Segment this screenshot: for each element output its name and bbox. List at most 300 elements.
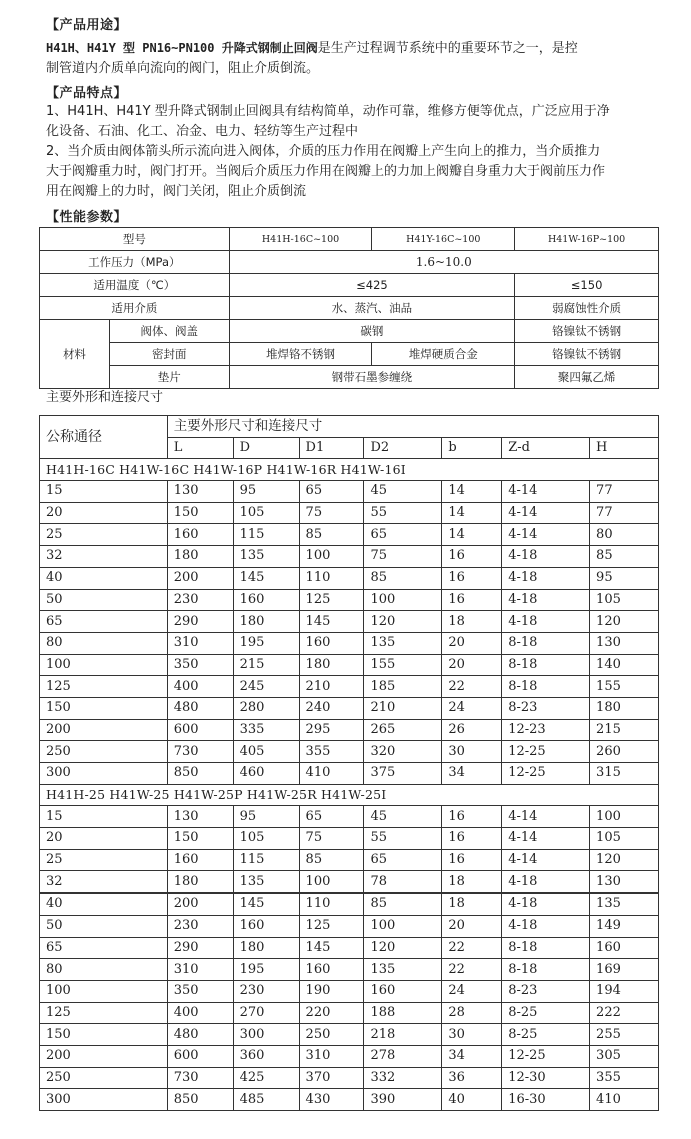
value-cell: 65: [299, 481, 364, 503]
value-cell: 30: [442, 1024, 502, 1046]
value-cell: 110: [299, 567, 364, 589]
value-cell: 218: [364, 1024, 442, 1046]
col-header-d: D: [233, 437, 299, 459]
value-cell: 220: [299, 1002, 364, 1024]
table-row: [40, 1067, 659, 1089]
value-cell: 400: [167, 676, 233, 698]
value-cell: 210: [299, 676, 364, 698]
value-cell: 125: [299, 915, 364, 937]
value-cell: 18: [442, 611, 502, 633]
dn-cell: 50: [40, 589, 168, 611]
dn-cell: 25: [40, 849, 168, 871]
value-cell: 45: [364, 806, 442, 828]
value-cell: 4-18: [502, 871, 590, 893]
table-row: [40, 611, 659, 633]
value-cell: 16: [442, 849, 502, 871]
value-cell: 169: [590, 959, 659, 981]
value-cell: 4-18: [502, 893, 590, 915]
value-cell: 100: [299, 871, 364, 893]
dn-cell: 65: [40, 937, 168, 959]
table-row: [40, 502, 659, 524]
use-line2: 制管道内介质单向流向的阀门，阻止介质倒流。: [46, 61, 320, 76]
value-cell: 485: [233, 1089, 299, 1111]
value-cell: 120: [590, 849, 659, 871]
value-cell: 110: [299, 893, 364, 915]
value-cell: 135: [364, 959, 442, 981]
gasket-value-b: 聚四氟乙烯: [515, 366, 659, 389]
value-cell: 180: [233, 937, 299, 959]
value-cell: 130: [590, 871, 659, 893]
value-cell: 150: [167, 828, 233, 850]
value-cell: 135: [364, 632, 442, 654]
feature-line: 化设备、石油、化工、冶金、电力、轻纺等生产过程中: [46, 124, 359, 139]
value-cell: 36: [442, 1067, 502, 1089]
value-cell: 295: [299, 719, 364, 741]
value-cell: 730: [167, 1067, 233, 1089]
value-cell: 100: [364, 915, 442, 937]
table-row: [40, 1089, 659, 1111]
table-row: [40, 763, 659, 785]
table-row: [40, 828, 659, 850]
value-cell: 230: [233, 980, 299, 1002]
value-cell: 150: [167, 502, 233, 524]
value-cell: 4-14: [502, 502, 590, 524]
value-cell: 14: [442, 524, 502, 546]
value-cell: 24: [442, 697, 502, 719]
gasket-value-a: 钢带石墨参缠绕: [229, 366, 515, 389]
table-row: [40, 719, 659, 741]
value-cell: 130: [167, 806, 233, 828]
dn-cell: 20: [40, 502, 168, 524]
value-cell: 222: [590, 1002, 659, 1024]
model-label: 型号: [40, 228, 230, 251]
table-row: [40, 741, 659, 763]
table-row: [40, 871, 659, 893]
temp-value-b: ≤150: [515, 274, 659, 297]
value-cell: 600: [167, 1045, 233, 1067]
value-cell: 115: [233, 849, 299, 871]
dn-cell: 40: [40, 567, 168, 589]
model-section-row: [40, 459, 659, 481]
seal-label: 密封面: [109, 343, 229, 366]
table-row: [40, 567, 659, 589]
col-header-h: H: [590, 437, 659, 459]
value-cell: 100: [364, 589, 442, 611]
value-cell: 55: [364, 828, 442, 850]
value-cell: 65: [299, 806, 364, 828]
value-cell: 105: [233, 502, 299, 524]
value-cell: 145: [299, 937, 364, 959]
value-cell: 160: [590, 937, 659, 959]
dimensions-table: [39, 415, 659, 1111]
dims-caption: 主要外形和连接尺寸: [46, 390, 164, 405]
col-header-b: b: [442, 437, 502, 459]
value-cell: 310: [167, 959, 233, 981]
value-cell: 460: [233, 763, 299, 785]
value-cell: 425: [233, 1067, 299, 1089]
feature-heading: 【产品特点】: [46, 86, 128, 101]
dn-cell: 100: [40, 654, 168, 676]
value-cell: 190: [299, 980, 364, 1002]
value-cell: 210: [364, 697, 442, 719]
value-cell: 430: [299, 1089, 364, 1111]
value-cell: 250: [299, 1024, 364, 1046]
value-cell: 28: [442, 1002, 502, 1024]
value-cell: 34: [442, 1045, 502, 1067]
value-cell: 14: [442, 481, 502, 503]
dn-header: 公称通径: [40, 416, 168, 459]
value-cell: 20: [442, 915, 502, 937]
value-cell: 315: [590, 763, 659, 785]
feature-line: 大于阀瓣重力时，阀门打开。当阀后介质压力作用在阀瓣上的力加上阀瓣自身重力大于阀前压力作: [46, 164, 606, 179]
value-cell: 300: [233, 1024, 299, 1046]
value-cell: 410: [299, 763, 364, 785]
value-cell: 255: [590, 1024, 659, 1046]
value-cell: 4-14: [502, 806, 590, 828]
value-cell: 230: [167, 915, 233, 937]
value-cell: 4-14: [502, 524, 590, 546]
dn-cell: 50: [40, 915, 168, 937]
value-cell: 16: [442, 806, 502, 828]
value-cell: 270: [233, 1002, 299, 1024]
value-cell: 160: [233, 589, 299, 611]
value-cell: 135: [233, 546, 299, 568]
value-cell: 120: [590, 611, 659, 633]
value-cell: 85: [364, 567, 442, 589]
value-cell: 355: [590, 1067, 659, 1089]
value-cell: 8-23: [502, 697, 590, 719]
value-cell: 730: [167, 741, 233, 763]
value-cell: 45: [364, 481, 442, 503]
value-cell: 600: [167, 719, 233, 741]
value-cell: 22: [442, 959, 502, 981]
dn-cell: 15: [40, 806, 168, 828]
value-cell: 125: [299, 589, 364, 611]
value-cell: 85: [364, 893, 442, 915]
value-cell: 135: [233, 871, 299, 893]
value-cell: 405: [233, 741, 299, 763]
body-label: 阀体、阀盖: [109, 320, 229, 343]
value-cell: 160: [167, 849, 233, 871]
value-cell: 480: [167, 697, 233, 719]
value-cell: 95: [233, 806, 299, 828]
value-cell: 75: [364, 546, 442, 568]
table-row: [40, 959, 659, 981]
performance-table: [39, 227, 659, 389]
value-cell: 4-18: [502, 915, 590, 937]
dn-cell: 65: [40, 611, 168, 633]
value-cell: 4-18: [502, 567, 590, 589]
dn-cell: 250: [40, 1067, 168, 1089]
value-cell: 149: [590, 915, 659, 937]
value-cell: 18: [442, 871, 502, 893]
value-cell: 120: [364, 611, 442, 633]
feature-line: 1、H41H、H41Y 型升降式钢制止回阀具有结构简单，动作可靠，维修方便等优点，广泛应用于净: [46, 104, 610, 119]
value-cell: 95: [233, 481, 299, 503]
value-cell: 305: [590, 1045, 659, 1067]
value-cell: 245: [233, 676, 299, 698]
value-cell: 4-18: [502, 611, 590, 633]
value-cell: 160: [167, 524, 233, 546]
feature-text: [46, 102, 646, 202]
value-cell: 8-18: [502, 654, 590, 676]
pressure-value: 1.6~10.0: [229, 251, 658, 274]
feature-line: 用在阀瓣上的力时，阀门关闭，阻止介质倒流: [46, 184, 307, 199]
dn-cell: 200: [40, 1045, 168, 1067]
value-cell: 16: [442, 567, 502, 589]
value-cell: 80: [590, 524, 659, 546]
value-cell: 75: [299, 502, 364, 524]
value-cell: 8-23: [502, 980, 590, 1002]
value-cell: 77: [590, 481, 659, 503]
model-section-label: H41H-16C H41W-16C H41W-16P H41W-16R H41W-16I: [40, 459, 659, 481]
dn-cell: 125: [40, 676, 168, 698]
dn-cell: 40: [40, 893, 168, 915]
value-cell: 4-18: [502, 546, 590, 568]
value-cell: 85: [299, 524, 364, 546]
col-header-z-d: Z-d: [502, 437, 590, 459]
value-cell: 12-30: [502, 1067, 590, 1089]
dn-cell: 300: [40, 1089, 168, 1111]
value-cell: 265: [364, 719, 442, 741]
value-cell: 155: [364, 654, 442, 676]
table-row: [40, 1024, 659, 1046]
value-cell: 400: [167, 1002, 233, 1024]
medium-value-a: 水、蒸汽、油品: [229, 297, 515, 320]
table-row: [40, 589, 659, 611]
value-cell: 370: [299, 1067, 364, 1089]
model-section-label: H41H-25 H41W-25 H41W-25P H41W-25R H41W-25I: [40, 784, 659, 806]
dn-cell: 300: [40, 763, 168, 785]
seal-value-1: 堆焊铬不锈钢: [229, 343, 372, 366]
value-cell: 12-23: [502, 719, 590, 741]
value-cell: 12-25: [502, 1045, 590, 1067]
value-cell: 355: [299, 741, 364, 763]
table-row: [40, 937, 659, 959]
value-cell: 145: [233, 893, 299, 915]
value-cell: 30: [442, 741, 502, 763]
dn-cell: 80: [40, 632, 168, 654]
value-cell: 215: [233, 654, 299, 676]
value-cell: 34: [442, 763, 502, 785]
table-row: [40, 546, 659, 568]
value-cell: 390: [364, 1089, 442, 1111]
value-cell: 16-30: [502, 1089, 590, 1111]
value-cell: 26: [442, 719, 502, 741]
value-cell: 55: [364, 502, 442, 524]
value-cell: 4-14: [502, 828, 590, 850]
value-cell: 410: [590, 1089, 659, 1111]
value-cell: 160: [299, 959, 364, 981]
value-cell: 105: [590, 828, 659, 850]
body-value-b: 铬镍钛不锈钢: [515, 320, 659, 343]
value-cell: 195: [233, 959, 299, 981]
medium-label: 适用介质: [40, 297, 230, 320]
value-cell: 115: [233, 524, 299, 546]
value-cell: 14: [442, 502, 502, 524]
value-cell: 135: [590, 893, 659, 915]
seal-value-3: 铬镍钛不锈钢: [515, 343, 659, 366]
value-cell: 130: [590, 632, 659, 654]
value-cell: 95: [590, 567, 659, 589]
table-row: [40, 980, 659, 1002]
value-cell: 130: [167, 481, 233, 503]
col-header-d2: D2: [364, 437, 442, 459]
value-cell: 215: [590, 719, 659, 741]
value-cell: 180: [233, 611, 299, 633]
table-row: [40, 654, 659, 676]
value-cell: 195: [233, 632, 299, 654]
value-cell: 77: [590, 502, 659, 524]
value-cell: 160: [233, 915, 299, 937]
value-cell: 4-14: [502, 849, 590, 871]
value-cell: 18: [442, 893, 502, 915]
dn-cell: 80: [40, 959, 168, 981]
model-h41h: H41H-16C~100: [229, 228, 372, 251]
table-row: [40, 481, 659, 503]
medium-value-b: 弱腐蚀性介质: [515, 297, 659, 320]
table-row: [40, 632, 659, 654]
value-cell: 85: [299, 849, 364, 871]
value-cell: 65: [364, 849, 442, 871]
dn-cell: 25: [40, 524, 168, 546]
dn-cell: 250: [40, 741, 168, 763]
use-line1: 是生产过程调节系统中的重要环节之一，是控: [317, 41, 578, 56]
value-cell: 375: [364, 763, 442, 785]
value-cell: 200: [167, 567, 233, 589]
value-cell: 85: [590, 546, 659, 568]
value-cell: 65: [364, 524, 442, 546]
dn-cell: 125: [40, 1002, 168, 1024]
value-cell: 194: [590, 980, 659, 1002]
model-h41y: H41Y-16C~100: [372, 228, 515, 251]
temp-value-a: ≤425: [229, 274, 515, 297]
dn-cell: 150: [40, 1024, 168, 1046]
value-cell: 240: [299, 697, 364, 719]
value-cell: 12-25: [502, 763, 590, 785]
value-cell: 332: [364, 1067, 442, 1089]
value-cell: 12-25: [502, 741, 590, 763]
feature-line: 2、当介质由阀体箭头所示流向进入阀体，介质的压力作用在阀瓣上产生向上的推力，当介质推力: [46, 144, 601, 159]
value-cell: 100: [299, 546, 364, 568]
value-cell: 8-25: [502, 1002, 590, 1024]
value-cell: 188: [364, 1002, 442, 1024]
table-row: [40, 915, 659, 937]
value-cell: 310: [167, 632, 233, 654]
value-cell: 8-25: [502, 1024, 590, 1046]
table-row: [40, 893, 659, 915]
value-cell: 278: [364, 1045, 442, 1067]
value-cell: 140: [590, 654, 659, 676]
value-cell: 850: [167, 1089, 233, 1111]
value-cell: 290: [167, 937, 233, 959]
value-cell: 180: [167, 871, 233, 893]
value-cell: 4-18: [502, 589, 590, 611]
dn-cell: 15: [40, 481, 168, 503]
value-cell: 8-18: [502, 937, 590, 959]
use-text: [46, 38, 646, 79]
value-cell: 105: [590, 589, 659, 611]
value-cell: 280: [233, 697, 299, 719]
table-row: [40, 697, 659, 719]
table-row: [40, 1045, 659, 1067]
dn-cell: 32: [40, 546, 168, 568]
dn-cell: 200: [40, 719, 168, 741]
value-cell: 290: [167, 611, 233, 633]
value-cell: 350: [167, 654, 233, 676]
value-cell: 40: [442, 1089, 502, 1111]
value-cell: 180: [167, 546, 233, 568]
value-cell: 16: [442, 546, 502, 568]
value-cell: 22: [442, 676, 502, 698]
perf-heading: 【性能参数】: [46, 210, 128, 225]
dn-cell: 32: [40, 871, 168, 893]
dn-cell: 100: [40, 980, 168, 1002]
dn-cell: 150: [40, 697, 168, 719]
value-cell: 155: [590, 676, 659, 698]
table-row: [40, 806, 659, 828]
use-heading: 【产品用途】: [46, 18, 128, 33]
seal-value-2: 堆焊硬质合金: [372, 343, 515, 366]
value-cell: 20: [442, 654, 502, 676]
group-header: 主要外形尺寸和连接尺寸: [167, 416, 658, 438]
value-cell: 24: [442, 980, 502, 1002]
value-cell: 145: [233, 567, 299, 589]
model-section-row: [40, 784, 659, 806]
material-label: 材料: [40, 320, 110, 389]
value-cell: 310: [299, 1045, 364, 1067]
value-cell: 105: [233, 828, 299, 850]
value-cell: 180: [590, 697, 659, 719]
value-cell: 8-18: [502, 959, 590, 981]
value-cell: 335: [233, 719, 299, 741]
col-header-d1: D1: [299, 437, 364, 459]
value-cell: 120: [364, 937, 442, 959]
value-cell: 180: [299, 654, 364, 676]
value-cell: 16: [442, 589, 502, 611]
value-cell: 320: [364, 741, 442, 763]
value-cell: 8-18: [502, 676, 590, 698]
model-h41w: H41W-16P~100: [515, 228, 659, 251]
table-row: [40, 849, 659, 871]
body-value-a: 碳钢: [229, 320, 515, 343]
value-cell: 100: [590, 806, 659, 828]
value-cell: 160: [299, 632, 364, 654]
value-cell: 260: [590, 741, 659, 763]
table-row: [40, 676, 659, 698]
value-cell: 22: [442, 937, 502, 959]
value-cell: 200: [167, 893, 233, 915]
value-cell: 145: [299, 611, 364, 633]
value-cell: 4-14: [502, 481, 590, 503]
value-cell: 230: [167, 589, 233, 611]
value-cell: 160: [364, 980, 442, 1002]
col-header-l: L: [167, 437, 233, 459]
table-row: [40, 1002, 659, 1024]
temp-label: 适用温度（℃）: [40, 274, 230, 297]
value-cell: 75: [299, 828, 364, 850]
gasket-label: 垫片: [109, 366, 229, 389]
pressure-label: 工作压力（MPa）: [40, 251, 230, 274]
value-cell: 16: [442, 828, 502, 850]
table-row: [40, 524, 659, 546]
dn-cell: 20: [40, 828, 168, 850]
value-cell: 850: [167, 763, 233, 785]
use-model: H41H、H41Y 型 PN16~PN100 升降式钢制止回阀: [46, 41, 318, 55]
value-cell: 20: [442, 632, 502, 654]
value-cell: 350: [167, 980, 233, 1002]
value-cell: 185: [364, 676, 442, 698]
